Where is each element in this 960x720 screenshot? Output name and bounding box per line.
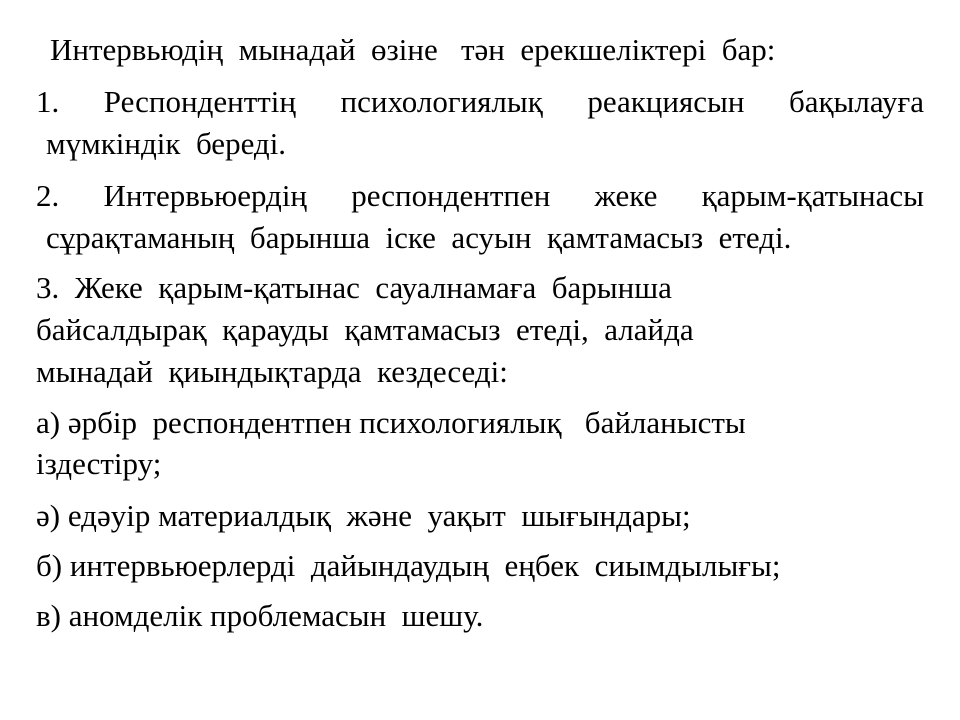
item-3-line-3: мынадай қиындықтарда кездеседі:	[36, 354, 508, 389]
subitem-b: б) интервьюерлерді дайындаудың еңбек сиымдылығы;	[36, 548, 781, 583]
item-2-line-1: 2. Интервьюердің респондентпен жеке қарым-қатынасы	[36, 178, 924, 213]
subitem-a-line-1: а) әрбір респондентпен психологиялық байланысты	[36, 405, 746, 440]
item-3-line-2: байсалдырақ қарауды қамтамасыз етеді, алайда	[36, 312, 694, 347]
item-2-line-2: сұрақтаманың барынша іске асуын қамтамасыз етеді.	[46, 220, 792, 255]
item-3-line-1: 3. Жеке қарым-қатынас сауалнамаға барынша	[36, 270, 672, 305]
subitem-a-line-2: іздестіру;	[36, 446, 162, 481]
intro-text: Интервьюдің мынадай өзіне тән ерекшеліктері бар:	[50, 32, 776, 67]
item-1-line-1: 1. Респонденттің психологиялық реакциясын бақылауға	[36, 84, 924, 119]
subitem-ae: ә) едәуір материалдық және уақыт шығындары;	[36, 498, 691, 533]
item-1-line-2: мүмкіндік береді.	[46, 126, 287, 161]
subitem-v: в) аномделік проблемасын шешу.	[36, 598, 484, 633]
